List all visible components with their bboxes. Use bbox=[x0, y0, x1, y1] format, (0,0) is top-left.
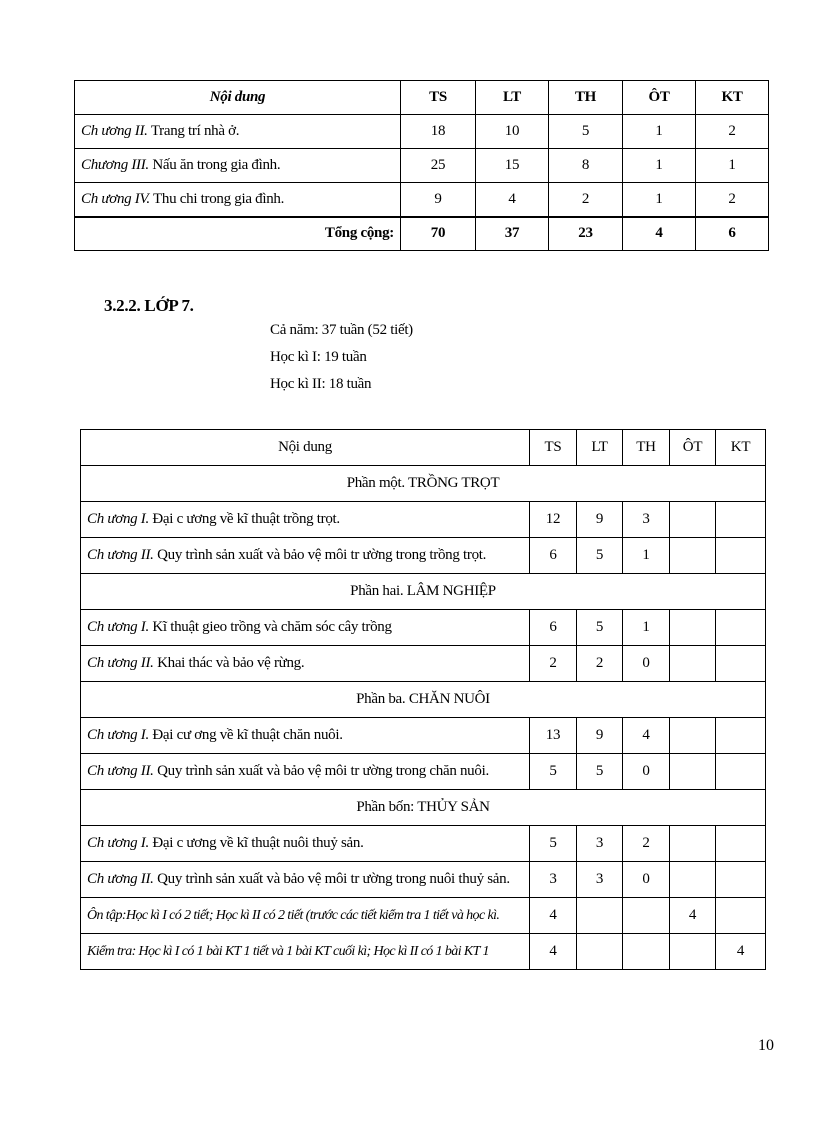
row-content bbox=[81, 754, 530, 790]
cell-ts: 2 bbox=[530, 646, 577, 682]
header-kt: KT bbox=[696, 81, 769, 115]
header-lt: LT bbox=[476, 81, 549, 115]
total-ot: 4 bbox=[623, 217, 696, 251]
cell-ot bbox=[670, 646, 716, 682]
part-title: Phần bốn: THỦY SẢN bbox=[81, 790, 766, 826]
year-duration: Cả năm: 37 tuần (52 tiết) bbox=[270, 322, 413, 338]
chapter-label: Ch ương II. bbox=[87, 547, 154, 563]
cell-ts: 5 bbox=[530, 754, 577, 790]
total-lt: 37 bbox=[476, 217, 549, 251]
cell-ot: 1 bbox=[623, 183, 696, 217]
cell-kt bbox=[716, 898, 766, 934]
cell-ts: 25 bbox=[401, 149, 476, 183]
cell-th: 0 bbox=[623, 646, 670, 682]
cell-th: 0 bbox=[623, 754, 670, 790]
part-row bbox=[81, 466, 766, 502]
curriculum-table-grade6-continued bbox=[74, 80, 769, 251]
cell-ot bbox=[670, 826, 716, 862]
cell-kt bbox=[716, 826, 766, 862]
cell-lt: 3 bbox=[577, 862, 623, 898]
chapter-title: Nấu ăn trong gia đình. bbox=[148, 157, 281, 173]
cell-ts: 5 bbox=[530, 826, 577, 862]
chapter-label: Ch ương II. bbox=[87, 763, 154, 779]
cell-ot bbox=[670, 610, 716, 646]
table-row bbox=[81, 610, 766, 646]
table-row bbox=[81, 862, 766, 898]
cell-ot bbox=[670, 754, 716, 790]
chapter-label: Ch ương I. bbox=[87, 619, 149, 635]
cell-th bbox=[623, 898, 670, 934]
table-row bbox=[81, 826, 766, 862]
part-title: Phần hai. LÂM NGHIỆP bbox=[81, 574, 766, 610]
cell-ot bbox=[670, 934, 716, 970]
chapter-title: Quy trình sản xuất và bảo vệ môi tr ường trong chăn nuôi. bbox=[153, 763, 489, 779]
chapter-label: Ch ương I. bbox=[87, 835, 149, 851]
row-content bbox=[81, 718, 530, 754]
row-content bbox=[75, 183, 401, 217]
cell-th bbox=[623, 934, 670, 970]
part-title: Phần một. TRỒNG TRỌT bbox=[81, 466, 766, 502]
cell-ts: 4 bbox=[530, 934, 577, 970]
cell-th: 4 bbox=[623, 718, 670, 754]
cell-ot bbox=[670, 718, 716, 754]
cell-lt bbox=[577, 934, 623, 970]
table-row bbox=[75, 149, 769, 183]
cell-ts: 6 bbox=[530, 610, 577, 646]
cell-ts: 18 bbox=[401, 115, 476, 149]
header-ts: TS bbox=[401, 81, 476, 115]
cell-th: 2 bbox=[549, 183, 623, 217]
total-ts: 70 bbox=[401, 217, 476, 251]
table-header-row bbox=[75, 81, 769, 115]
total-row bbox=[75, 217, 769, 251]
cell-kt: 2 bbox=[696, 183, 769, 217]
total-th: 23 bbox=[549, 217, 623, 251]
cell-kt bbox=[716, 754, 766, 790]
cell-th: 0 bbox=[623, 862, 670, 898]
chapter-title: Khai thác và bảo vệ rừng. bbox=[153, 655, 305, 671]
row-content bbox=[75, 115, 401, 149]
cell-kt bbox=[716, 610, 766, 646]
chapter-title: Kĩ thuật gieo trồng và chăm sóc cây trồng bbox=[148, 619, 392, 635]
part-title: Phần ba. CHĂN NUÔI bbox=[81, 682, 766, 718]
header-th: TH bbox=[549, 81, 623, 115]
cell-lt: 9 bbox=[577, 502, 623, 538]
review-row bbox=[81, 898, 766, 934]
exam-text: Kiểm tra: Học kì I có 1 bài KT 1 tiết và 1 bài KT cuối kì; Học kì II có 1 bài KT 1 bbox=[81, 934, 530, 970]
header-ts: TS bbox=[530, 430, 577, 466]
chapter-label: Ch ương I. bbox=[87, 511, 149, 527]
cell-ot bbox=[670, 862, 716, 898]
row-content bbox=[75, 149, 401, 183]
header-lt: LT bbox=[577, 430, 623, 466]
chapter-label: Chương III. bbox=[81, 157, 149, 173]
cell-ot: 1 bbox=[623, 115, 696, 149]
cell-lt: 9 bbox=[577, 718, 623, 754]
table-row bbox=[81, 538, 766, 574]
row-content bbox=[81, 862, 530, 898]
chapter-title: Quy trình sản xuất và bảo vệ môi tr ường trong nuôi thuỷ sản. bbox=[153, 871, 510, 887]
cell-lt: 3 bbox=[577, 826, 623, 862]
chapter-label: Ch ương II. bbox=[87, 655, 154, 671]
row-content bbox=[81, 646, 530, 682]
table-header-row bbox=[81, 430, 766, 466]
table-row bbox=[81, 646, 766, 682]
section-heading: 3.2.2. LỚP 7. bbox=[104, 296, 194, 315]
cell-lt: 4 bbox=[476, 183, 549, 217]
cell-kt bbox=[716, 718, 766, 754]
row-content bbox=[81, 826, 530, 862]
header-content: Nội dung bbox=[81, 430, 530, 466]
chapter-label: Ch ương II. bbox=[81, 123, 148, 139]
cell-lt bbox=[577, 898, 623, 934]
cell-ts: 3 bbox=[530, 862, 577, 898]
review-text: Ôn tập:Học kì I có 2 tiết; Học kì II có 2 tiết (trước các tiết kiểm tra 1 tiết và học kì. bbox=[81, 898, 530, 934]
chapter-title: Đại cư ơng về kĩ thuật chăn nuôi. bbox=[148, 727, 343, 743]
table-row bbox=[81, 502, 766, 538]
exam-row bbox=[81, 934, 766, 970]
cell-th: 8 bbox=[549, 149, 623, 183]
cell-kt bbox=[716, 862, 766, 898]
semester1-duration: Học kì I: 19 tuần bbox=[270, 349, 367, 365]
header-content: Nội dung bbox=[75, 81, 401, 115]
chapter-title: Thu chi trong gia đình. bbox=[149, 190, 285, 207]
cell-th: 2 bbox=[623, 826, 670, 862]
chapter-title: Đại c ương về kĩ thuật nuôi thuỷ sản. bbox=[148, 835, 364, 851]
cell-kt bbox=[716, 646, 766, 682]
cell-th: 1 bbox=[623, 610, 670, 646]
table-row bbox=[75, 183, 769, 217]
header-th: TH bbox=[623, 430, 670, 466]
cell-kt bbox=[716, 502, 766, 538]
cell-lt: 15 bbox=[476, 149, 549, 183]
part-row bbox=[81, 574, 766, 610]
cell-ts: 6 bbox=[530, 538, 577, 574]
cell-lt: 10 bbox=[476, 115, 549, 149]
cell-lt: 5 bbox=[577, 610, 623, 646]
table-row bbox=[75, 115, 769, 149]
cell-ts: 12 bbox=[530, 502, 577, 538]
header-kt: KT bbox=[716, 430, 766, 466]
chapter-title: Đại c ương về kĩ thuật trồng trọt. bbox=[148, 511, 340, 527]
cell-th: 1 bbox=[623, 538, 670, 574]
cell-kt: 1 bbox=[696, 149, 769, 183]
cell-lt: 5 bbox=[577, 538, 623, 574]
total-kt: 6 bbox=[696, 217, 769, 251]
curriculum-table-grade7 bbox=[80, 429, 766, 970]
chapter-title: Quy trình sản xuất và bảo vệ môi tr ường trong trồng trọt. bbox=[153, 547, 487, 563]
cell-ot bbox=[670, 538, 716, 574]
table-row bbox=[81, 718, 766, 754]
cell-th: 3 bbox=[623, 502, 670, 538]
cell-ts: 13 bbox=[530, 718, 577, 754]
cell-ot: 1 bbox=[623, 149, 696, 183]
cell-ot bbox=[670, 502, 716, 538]
cell-kt: 2 bbox=[696, 115, 769, 149]
table-row bbox=[81, 754, 766, 790]
cell-ot: 4 bbox=[670, 898, 716, 934]
row-content bbox=[81, 502, 530, 538]
cell-kt: 4 bbox=[716, 934, 766, 970]
part-row bbox=[81, 682, 766, 718]
cell-ts: 4 bbox=[530, 898, 577, 934]
chapter-label: Ch ương I. bbox=[87, 727, 149, 743]
total-label: Tổng cộng: bbox=[75, 217, 401, 251]
chapter-label: Ch ương IV. bbox=[81, 190, 150, 207]
cell-lt: 2 bbox=[577, 646, 623, 682]
chapter-title: Trang trí nhà ở. bbox=[147, 123, 240, 139]
semester2-duration: Học kì II: 18 tuần bbox=[270, 376, 372, 392]
header-ot: ÔT bbox=[670, 430, 716, 466]
cell-ts: 9 bbox=[401, 183, 476, 217]
row-content bbox=[81, 610, 530, 646]
part-row bbox=[81, 790, 766, 826]
cell-th: 5 bbox=[549, 115, 623, 149]
page-number: 10 bbox=[758, 1037, 774, 1054]
chapter-label: Ch ương II. bbox=[87, 871, 154, 887]
header-ot: ÔT bbox=[623, 81, 696, 115]
row-content bbox=[81, 538, 530, 574]
cell-lt: 5 bbox=[577, 754, 623, 790]
cell-kt bbox=[716, 538, 766, 574]
